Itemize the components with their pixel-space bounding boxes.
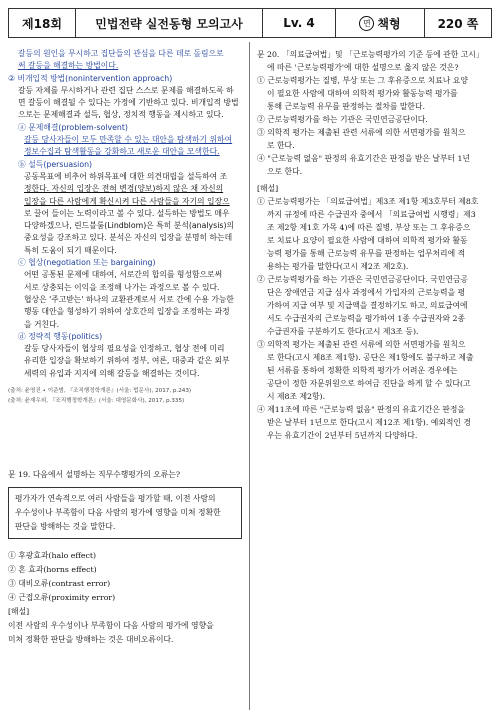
text-line: 특히 도움이 되기 때문이다.	[24, 245, 117, 255]
answer-label: [해설]	[257, 184, 279, 193]
explanation-line: 시 제8조 제2항).	[267, 392, 326, 401]
section-heading: ② 비개입적 방법(nonintervention approach)	[8, 73, 173, 83]
text-line: 정한다. 자신의 입장은 전혀 변경(양보)하지 않은 채 자신의	[24, 184, 224, 194]
explanation-line: ③ 의학적 평가는 제출된 관련 서류에 의한 서면평가를 원칙으	[257, 340, 466, 349]
option-4-cont: 으로 한다.	[267, 167, 303, 176]
explanation-line: 까지 규정에 따른 수급권자 중에서 「의료급여법 시행령」제3	[267, 210, 476, 219]
explanation-line: 공단이 정한 자문위원으로 하여금 진단을 하게 할 수 있다(고	[267, 379, 471, 388]
option-1-cont: 통해 근로능력 유무를 판정하는 절차를 말한다.	[267, 102, 425, 111]
text-line: 서로 상충되는 이익을 조정해 나가는 과정으로 볼 수 있다.	[24, 282, 220, 292]
question-20	[257, 48, 493, 442]
option-3[interactable]: ③ 의학적 평가는 제출된 관련 서류에 의한 서면평가를 원칙으	[257, 128, 466, 137]
option-1[interactable]: ① 후광효과(halo effect)	[8, 551, 97, 560]
footnote: (출처: 윤재우외, 『조직행정학개론』(서울: 대영문화사), 2017, p.335)	[8, 398, 185, 405]
text-line: 다양하겠으나, 린드블룸(Lindblom)은 특히 분석(analysis)의	[24, 221, 235, 231]
text-line: 행동 대안을 형성하기 위하여 상호간의 입장을 조정하는 과정	[24, 307, 230, 317]
explanation-line: ④ 제11조에 따른 "근로능력 없음" 판정의 유효기간은 판정을	[257, 405, 465, 414]
text-line: 갈등 자체를 무시하거나 관련 집단 스스로 문제를 해결하도록 하	[18, 85, 234, 95]
text-line: 써 갈등을 해결하는 방법이다.	[18, 61, 119, 71]
text-line: 을 거친다.	[24, 319, 60, 329]
option-4[interactable]: ④ "근로능력 없음" 판정의 유효기간은 판정을 받은 날부터 1년	[257, 154, 470, 163]
text-line: 갈등 당사자들이 협상의 필요성을 인정하고, 협상 전에 미리	[24, 344, 225, 354]
question-text: 문 19. 다음에서 설명하는 직무수행평가의 오류는?	[8, 470, 181, 479]
answer-label: [해설]	[8, 607, 30, 616]
exam-header	[8, 8, 492, 38]
booklet-label: 책형	[377, 16, 401, 31]
explanation-line: 로 한다(고시 제8조 제1항). 공단은 제1항에도 불구하고 제출	[267, 353, 474, 362]
option-3-cont: 로 한다.	[267, 141, 295, 150]
item-heading: ⓐ 문제해결(problem-solvent)	[18, 122, 128, 132]
explanation-line: 단은 장애연금 지급 심사 과정에서 가입자의 근로능력을 평	[267, 288, 466, 297]
explanation-line: 조 제2항 제1호 가목 4)에 따른 질병, 부상 또는 그 후유증으	[267, 223, 471, 232]
text-line: 갈등 당사자들이 모두 만족할 수 있는 대안을 탐색하기 위하여	[24, 135, 233, 145]
session-label: 제18회	[9, 9, 76, 37]
box-line: 평가자가 연속적으로 여러 사람들을 평가할 때, 이전 사람의	[15, 494, 216, 503]
question-box	[8, 487, 242, 539]
answer-line: 이전 사람의 우수성이나 부족함이 다음 사람의 평가에 영향을	[8, 621, 214, 630]
text-line: 공동목표에 비추어 하위목표에 대한 의견대립을 설득하여 조	[24, 171, 228, 181]
text-line: 세력의 유입과 지지에 의해 갈등을 해결하는 것이다.	[24, 368, 200, 378]
column-divider	[249, 42, 250, 710]
option-4[interactable]: ④ 근접오류(proximity error)	[8, 593, 116, 602]
explanation-line: 된 서류를 통하여 정확한 의학적 평가가 어려운 경우에는	[267, 366, 458, 375]
explanation-line: 로 치료나 요양이 필요한 사람에 대하여 의학적 평가와 활동	[267, 236, 468, 245]
text-line: 갈등의 원인을 무시하고 집단들의 관심을 다른 데로 돌림으로	[18, 49, 224, 58]
left-column	[8, 48, 242, 406]
answer-line: 미쳐 정확한 판단을 방해하는 것은 대비오류이다.	[8, 635, 174, 644]
booklet-mark: 면	[359, 16, 374, 31]
explanation-line: 능력 평가를 통해 근로능력 유무를 판정하는 업무처리에 적	[267, 249, 466, 258]
booklet-type	[336, 9, 425, 37]
text-line: 중요성을 강조하고 있다. 분석은 자신의 입장을 분명히 하는데	[24, 233, 233, 243]
explanation-line: 서도 수급권자의 근로능력을 평가하여 1종 수급권자와 2종	[267, 314, 466, 323]
level-label: Lv. 4	[263, 9, 336, 37]
text-line: 로 끌어 들이는 노력이라고 볼 수 있다. 설득하는 방법도 매우	[24, 208, 230, 218]
explanation-line: 용하는 평가를 말한다(고시 제2조 제2호).	[267, 262, 409, 271]
option-3[interactable]: ③ 대비오류(contrast error)	[8, 579, 111, 588]
item-heading: ⓓ 정략적 행동(politics)	[18, 331, 103, 341]
explanation-line: 우는 유효기간이 2년부터 5년까지 다양하다.	[267, 431, 418, 440]
explanation-line: 받은 날부터 1년으로 한다(고시 제12조 제1항). 예외적인 경	[267, 418, 471, 427]
text-line: 면 갈등이 해결될 수 있다는 가정에 기반하고 있다. 비개입적 방법	[18, 98, 239, 108]
footnotes	[8, 386, 242, 406]
page-number: 220 쪽	[437, 16, 479, 31]
footnote: (출처: 윤영진 • 이준범, 『조직행정학개론』(서울: 법문사), 2017, p.243)	[8, 388, 192, 395]
explanation-line: ② 근로능력평가를 하는 기관은 국민연금공단이다. 국민연금공	[257, 275, 468, 284]
text-line: 어떤 공통된 문제에 대하여, 서로간의 합의를 형성함으로써	[24, 270, 223, 280]
explanation-line: 수급권자를 구분하기도 한다(고시 제3조 등).	[267, 327, 419, 336]
question-19	[8, 468, 242, 647]
option-1[interactable]: ① 근로능력평가는 질병, 부상 또는 그 후유증으로 치료나 요양	[257, 76, 468, 85]
question-text: 문 20. 「의료급여법」및 「근로능력평가의 기준 등에 관한 고시」	[257, 50, 484, 59]
text-line: 유리한 입장을 확보하기 위하여 정부, 여론, 대중과 같은 외부	[24, 356, 230, 366]
item-heading: ⓒ 협상(negotiation 또는 bargaining)	[18, 258, 156, 268]
question-text: 에 따른 '근로능력평가'에 대한 설명으로 옳지 않은 것은?	[267, 63, 459, 72]
text-line: 입장을 다른 사람에게 확신시켜 다른 사람들을 자기의 입장으	[24, 196, 230, 206]
text-line: 으로는 문제해결과 설득, 협상, 정치적 행동을 제시하고 있다.	[18, 110, 224, 120]
item-heading: ⓑ 설득(persuasion)	[18, 159, 93, 169]
option-2[interactable]: ② 혼 효과(horns effect)	[8, 565, 97, 574]
exam-title: 민법전략 실전동형 모의고사	[76, 9, 263, 37]
text-line: 정보수집과 탐색활동을 강화하고 새로운 대안을 모색한다.	[24, 147, 220, 157]
text-line: 협상은 '주고받는' 하나의 교환관계로서 서로 간에 수용 가능한	[24, 294, 234, 304]
option-1-cont: 이 필요한 사람에 대하여 의학적 평가와 활동능력 평가를	[267, 89, 458, 98]
explanation-line: ① 근로능력평가는 「의료급여법」제3조 제1항 제3호부터 제8호	[257, 197, 479, 206]
box-line: 판단을 방해하는 것을 말한다.	[15, 522, 116, 531]
explanation-line: 가하여 지급 여부 및 지급액을 결정하기도 하고, 의료급여에	[267, 301, 468, 310]
option-2[interactable]: ② 근로능력평가를 하는 기관은 국민연금공단이다.	[257, 115, 428, 124]
box-line: 우수성이나 부족함이 다음 사람의 평가에 영향을 미쳐 정확한	[15, 508, 221, 517]
